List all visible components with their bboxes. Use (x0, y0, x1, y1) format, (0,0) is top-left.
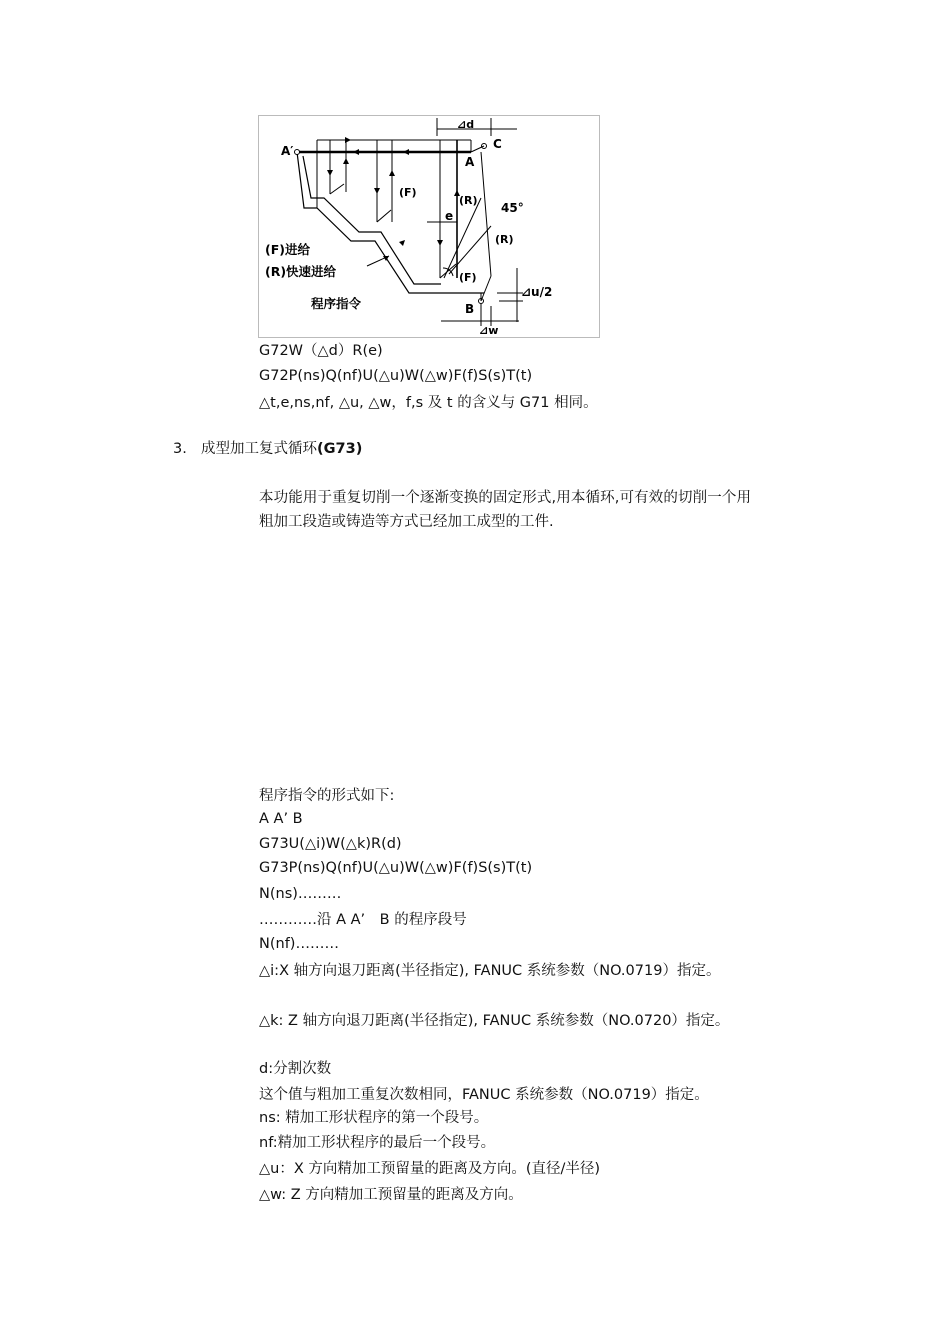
arrow-left (353, 149, 359, 155)
program-line: N(nf)……… (259, 936, 339, 952)
param-d: d:分割次数 (259, 1061, 332, 1077)
arrow-down (374, 188, 380, 194)
program-line: A A’ B (259, 811, 303, 827)
program-line: G73P(ns)Q(nf)U(△u)W(△w)F(f)S(s)T(t) (259, 860, 533, 876)
retract-line (471, 146, 484, 152)
label-delta-u: ⊿u/2 (521, 285, 553, 299)
retract-line (481, 152, 491, 276)
program-line: N(ns)……… (259, 886, 342, 902)
section-code: (G73) (317, 441, 363, 457)
param-delta-i: △i:X 轴方向退刀距离(半径指定), FANUC 系统参数（NO.0719）指定。 (259, 963, 721, 979)
label-delta-w: ⊿w (479, 324, 499, 337)
legend-rapid: (R)快速进给 (265, 264, 337, 279)
g72-format-line-1: G72W（△d）R(e) (259, 343, 383, 359)
label-program: 程序指令 (311, 296, 362, 311)
label-e: e (445, 209, 454, 223)
section-title: 成型加工复式循环 (201, 441, 317, 457)
arrow-down (437, 240, 443, 246)
param-ns: ns: 精加工形状程序的第一个段号。 (259, 1110, 489, 1126)
angle-arc (443, 268, 453, 276)
label-f-feed: (F) (399, 186, 417, 199)
label-a-prime: A′ (281, 144, 294, 158)
arrow-right (345, 137, 351, 143)
label-r-rapid: (R) (459, 194, 478, 207)
param-delta-w: △w: Z 方向精加工预留量的距离及方向。 (259, 1187, 523, 1203)
param-d-note: 这个值与粗加工重复次数相同，FANUC 系统参数（NO.0719）指定。 (259, 1087, 709, 1103)
legend-feed: (F)进给 (265, 242, 310, 257)
g72-note: △t,e,ns,nf, △u, △w，f,s 及 t 的含义与 G71 相同。 (259, 395, 598, 411)
retract-line (481, 276, 491, 301)
section-heading (173, 439, 362, 459)
param-delta-k: △k: Z 轴方向退刀距离(半径指定), FANUC 系统参数（NO.0720）指定。 (259, 1013, 730, 1029)
program-line: G73U(△i)W(△k)R(d) (259, 836, 402, 852)
arrow-left (403, 149, 409, 155)
arrow-down (327, 170, 333, 176)
diagram-svg (259, 116, 599, 337)
label-b: B (465, 302, 475, 316)
label-angle: 45° (501, 201, 524, 215)
g72-cycle-diagram (258, 115, 600, 338)
section-number: 3. (173, 441, 187, 457)
arrow-up (389, 170, 395, 176)
point-a-prime (295, 150, 300, 155)
connector (377, 210, 391, 222)
leader-line (449, 226, 491, 274)
arrow-up (343, 158, 349, 164)
param-delta-u: △u：X 方向精加工预留量的距离及方向。(直径/半径) (259, 1161, 601, 1177)
label-f-chamfer: (F) (459, 271, 477, 284)
intro-paragraph: 本功能用于重复切削一个逐渐变换的固定形式,用本循环,可有效的切削一个用粗加工段造或铸造等方式已经加工成型的工件. (259, 490, 751, 530)
program-line: …………沿 A A’ B 的程序段号 (259, 912, 467, 928)
label-a: A (465, 155, 475, 169)
arrow-path (399, 240, 405, 246)
label-delta-d: ⊿d (457, 118, 475, 131)
param-nf: nf:精加工形状程序的最后一个段号。 (259, 1135, 496, 1151)
connector (440, 264, 456, 278)
g72-format-line-2: G72P(ns)Q(nf)U(△u)W(△w)F(f)S(s)T(t) (259, 368, 533, 384)
label-r-retract: (R) (495, 233, 514, 246)
connector (330, 184, 344, 194)
program-line: 程序指令的形式如下: (259, 788, 395, 804)
label-c: C (493, 137, 502, 151)
